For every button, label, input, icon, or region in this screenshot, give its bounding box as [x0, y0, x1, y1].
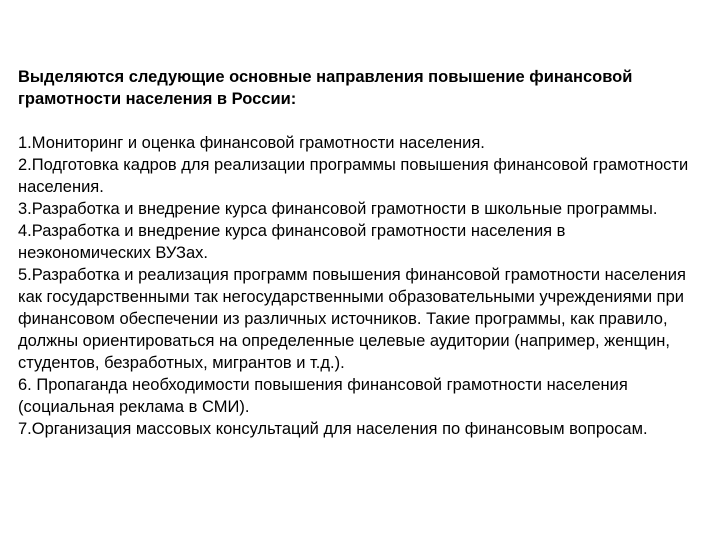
directions-list	[18, 132, 702, 440]
list-item-4: 4.Разработка и внедрение курса финансовой грамотности населения в неэкономических ВУЗах.	[18, 222, 566, 262]
slide-heading: Выделяются следующие основные направления повышение финансовой грамотности населения в России:	[18, 68, 633, 108]
list-item-6: 6. Пропаганда необходимости повышения финансовой грамотности населения (социальная реклама в СМИ).	[18, 376, 628, 416]
list-item-3: 3.Разработка и внедрение курса финансовой грамотности в школьные программы.	[18, 200, 658, 218]
list-item-7: 7.Организация массовых консультаций для населения по финансовым вопросам.	[18, 420, 648, 438]
list-item-2: 2.Подготовка кадров для реализации программы повышения финансовой грамотности населения.	[18, 156, 689, 196]
list-item-1: 1.Мониторинг и оценка финансовой грамотности населения.	[18, 134, 485, 152]
list-item-5: 5.Разработка и реализация программ повышения финансовой грамотности населения как государственными так негосударственными образовательными учреждениями при финансовом обеспечении из различных источников. Такие программы, как правило, должны ориентироваться на определенные целевые аудитории (например, женщин, студентов, безработных, мигрантов и т.д.).	[18, 266, 686, 372]
slide-content	[18, 66, 702, 440]
spacer	[18, 110, 702, 132]
